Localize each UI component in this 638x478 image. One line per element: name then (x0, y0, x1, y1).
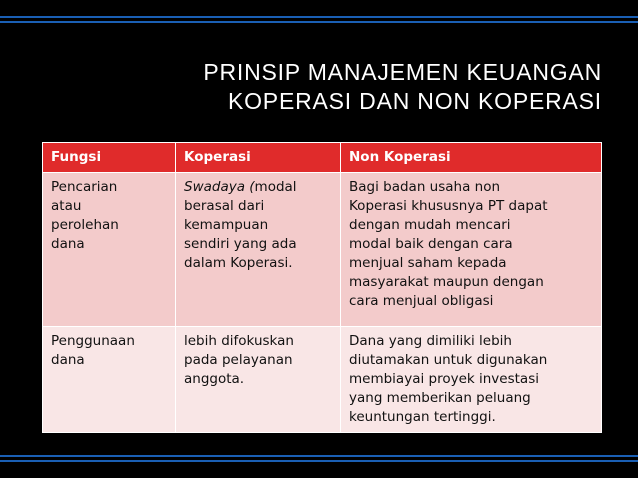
text-fragment: modal (254, 179, 297, 195)
header-fungsi: Fungsi (43, 143, 176, 173)
text-line: dengan mudah mencari (349, 217, 511, 233)
text-line: atau (51, 198, 82, 214)
text-line: perolehan (51, 217, 119, 233)
text-line: Koperasi khususnya PT dapat (349, 198, 548, 214)
text-line: lebih difokuskan (184, 333, 294, 349)
text-line: modal baik dengan cara (349, 236, 513, 252)
text-line: yang memberikan peluang (349, 390, 531, 406)
text-line: pada pelayanan (184, 352, 293, 368)
title-line-1: PRINSIP MANAJEMEN KEUANGAN (203, 59, 602, 85)
text-line: Penggunaan (51, 333, 135, 349)
text-line: berasal dari (184, 198, 265, 214)
cell-koperasi (176, 173, 341, 327)
text-line: anggota. (184, 371, 245, 387)
slide-title (82, 58, 602, 116)
cell-non-koperasi (341, 173, 602, 327)
title-line-2: KOPERASI DAN NON KOPERASI (227, 88, 602, 114)
text-line: cara menjual obligasi (349, 293, 494, 309)
bottom-accent-line (0, 455, 638, 457)
cell-koperasi (176, 327, 341, 433)
cell-fungsi (43, 173, 176, 327)
top-accent-line-2 (0, 21, 638, 23)
text-line: Pencarian (51, 179, 118, 195)
text-line: kemampuan (184, 217, 269, 233)
text-line: membiayai proyek investasi (349, 371, 539, 387)
text-line: sendiri yang ada (184, 236, 297, 252)
comparison-table (42, 142, 602, 433)
table-row (43, 327, 602, 433)
header-non-koperasi: Non Koperasi (341, 143, 602, 173)
text-line: dalam Koperasi. (184, 255, 293, 271)
top-accent-line (0, 16, 638, 18)
text-line: dana (51, 352, 85, 368)
text-line (184, 178, 332, 197)
text-line: masyarakat maupun dengan (349, 274, 544, 290)
text-line: keuntungan tertinggi. (349, 409, 496, 425)
italic-text: Swadaya ( (184, 179, 255, 195)
text-line: Bagi badan usaha non (349, 179, 501, 195)
text-line: diutamakan untuk digunakan (349, 352, 548, 368)
bottom-accent-line-2 (0, 460, 638, 462)
table-header-row (43, 143, 602, 173)
cell-non-koperasi (341, 327, 602, 433)
cell-fungsi (43, 327, 176, 433)
text-line: Dana yang dimiliki lebih (349, 333, 512, 349)
header-koperasi: Koperasi (176, 143, 341, 173)
table-row (43, 173, 602, 327)
text-line: dana (51, 236, 85, 252)
text-line: menjual saham kepada (349, 255, 507, 271)
